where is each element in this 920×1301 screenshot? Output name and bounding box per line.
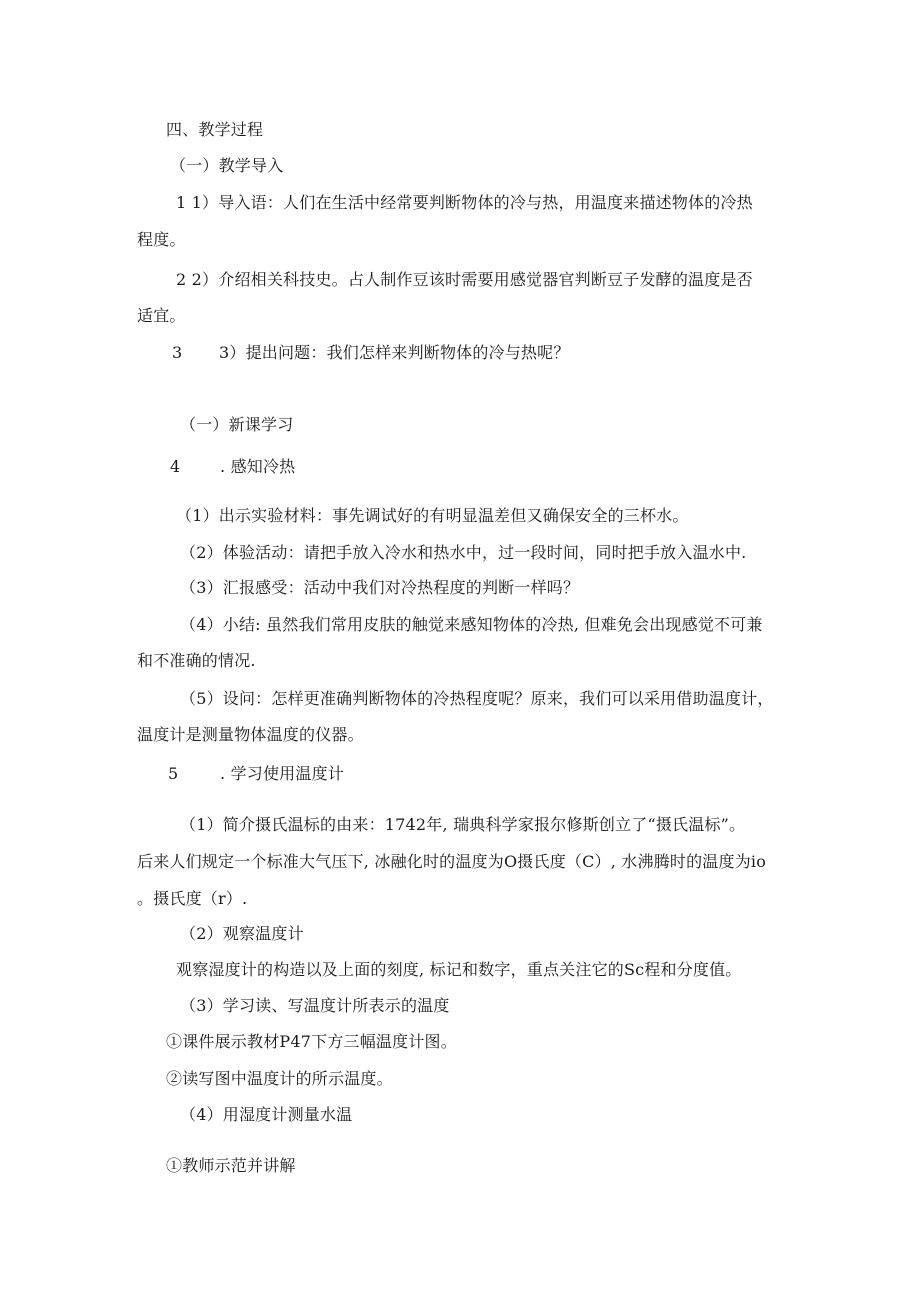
item-sense-cold-hot: . 感知冷热: [220, 457, 296, 476]
list-number-3: 3: [172, 343, 183, 362]
list-number-4: 4: [170, 457, 181, 476]
paragraph-intro-1: 1 1）导入语：人们在生活中经常要判断物体的冷与热，用温度来描述物体的冷热: [176, 193, 753, 212]
paragraph-sense-5: （5）设问：怎样更准确判断物体的冷热程度呢？原来，我们可以采用借助温度计，: [180, 689, 774, 708]
paragraph-thermo-1-cont: 后来人们规定一个标准大气压下, 冰融化时的温度为O摄氏度（C）, 水沸腾时的温度为io: [137, 852, 767, 871]
item-use-thermometer: . 学习使用温度计: [220, 764, 344, 783]
subheading-new-lesson: （一）新课学习: [180, 415, 294, 434]
paragraph-thermo-4: （4）用湿度计测量水温: [180, 1105, 353, 1124]
list-number-5: 5: [168, 764, 179, 783]
paragraph-sense-2: （2）体验活动：请把手放入冷水和热水中，过一段时间，同时把手放入温水中.: [180, 543, 747, 562]
paragraph-thermo-4-step1: ①教师示范并讲解: [166, 1156, 296, 1175]
paragraph-sense-3: （3）汇报感受：活动中我们对冷热程度的判断一样吗？: [180, 578, 580, 597]
paragraph-thermo-1: （1）简介摄氏温标的由来：1742年, 瑞典科学家报尔修斯创立了“摄氏温标”。: [180, 815, 746, 834]
subheading-introduction: （一）教学导入: [170, 156, 284, 175]
paragraph-thermo-3-step2: ②读写图中温度计的所示温度。: [166, 1069, 393, 1088]
paragraph-intro-3: 3）提出问题：我们怎样来判断物体的冷与热呢？: [219, 343, 570, 362]
paragraph-thermo-2-body: 观察湿度计的构造以及上面的刻度, 标记和数字，重点关注它的Sc程和分度值。: [176, 960, 742, 979]
paragraph-thermo-1-end: 。摄氏度（r）.: [137, 889, 248, 908]
paragraph-thermo-3: （3）学习读、写温度计所表示的温度: [180, 996, 450, 1015]
paragraph-thermo-3-step1: ①课件展示教材P47下方三幅温度计图。: [166, 1032, 457, 1051]
section-heading-teaching-process: 四、教学过程: [166, 120, 264, 139]
paragraph-sense-4-cont: 和不准确的情况.: [137, 651, 256, 670]
paragraph-sense-5-cont: 温度计是测量物体温度的仪器。: [137, 725, 364, 744]
paragraph-intro-2-cont: 适宜。: [137, 306, 186, 325]
paragraph-sense-4: （4）小结: 虽然我们常用皮肤的触觉来感知物体的冷热, 但难免会出现感觉不可兼: [180, 615, 763, 634]
paragraph-intro-2: 2 2）介绍相关科技史。占人制作豆该时需要用感觉器官判断豆子发酵的温度是否: [176, 270, 753, 289]
paragraph-intro-1-cont: 程度。: [137, 230, 186, 249]
paragraph-sense-1: （1）出示实验材料：事先调试好的有明显温差但又确保安全的三杯水。: [176, 506, 689, 525]
paragraph-thermo-2: （2）观察温度计: [180, 924, 304, 943]
